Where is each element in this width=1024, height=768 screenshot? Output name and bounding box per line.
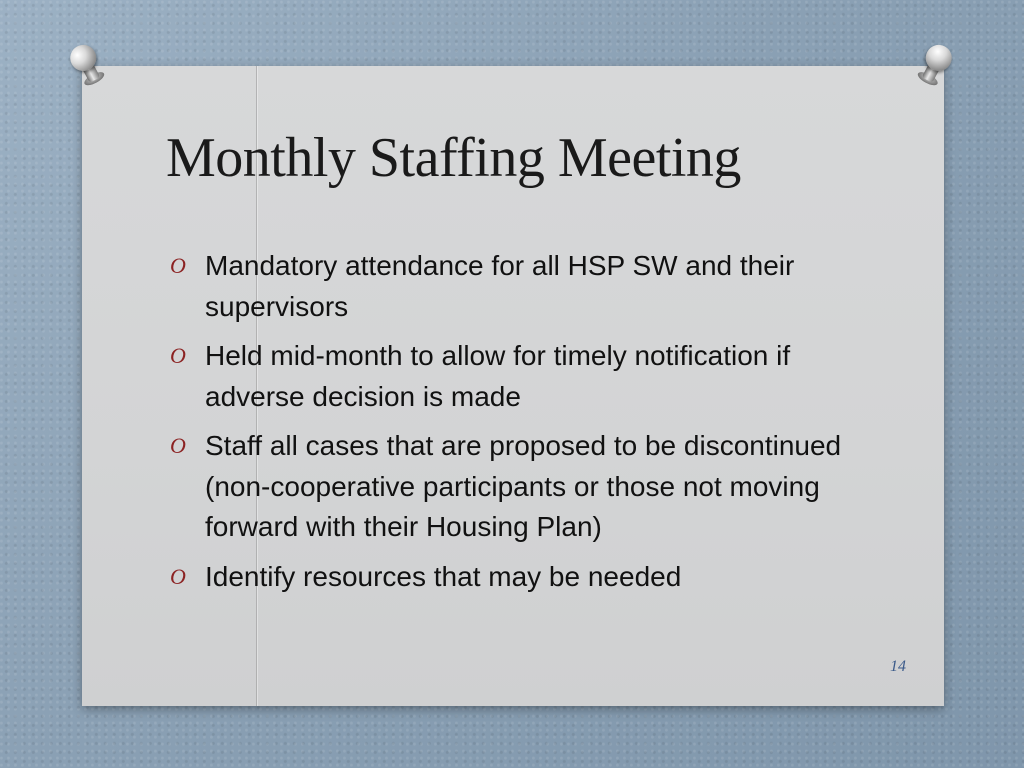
bullet-item	[170, 426, 850, 548]
bullet-marker-icon: O	[170, 343, 186, 368]
bullet-list	[170, 246, 850, 606]
bullet-marker-icon: O	[170, 563, 186, 589]
bullet-text: Held mid-month to allow for timely notification if adverse decision is made	[205, 340, 791, 412]
bullet-text: Staff all cases that are proposed to be discontinued (non-cooperative participants or those not moving forward with their Housing Plan)	[205, 430, 842, 542]
bullet-marker-icon: O	[170, 253, 186, 278]
bullet-item	[170, 557, 850, 598]
bullet-text: Identify resources that may be needed	[205, 560, 682, 592]
bullet-item	[170, 246, 850, 327]
bullet-text: Mandatory attendance for all HSP SW and their supervisors	[205, 250, 795, 322]
bullet-item	[170, 336, 850, 417]
page-number: 14	[890, 658, 906, 675]
bullet-marker-icon: O	[170, 433, 186, 458]
slide-title: Monthly Staffing Meeting	[166, 127, 741, 189]
